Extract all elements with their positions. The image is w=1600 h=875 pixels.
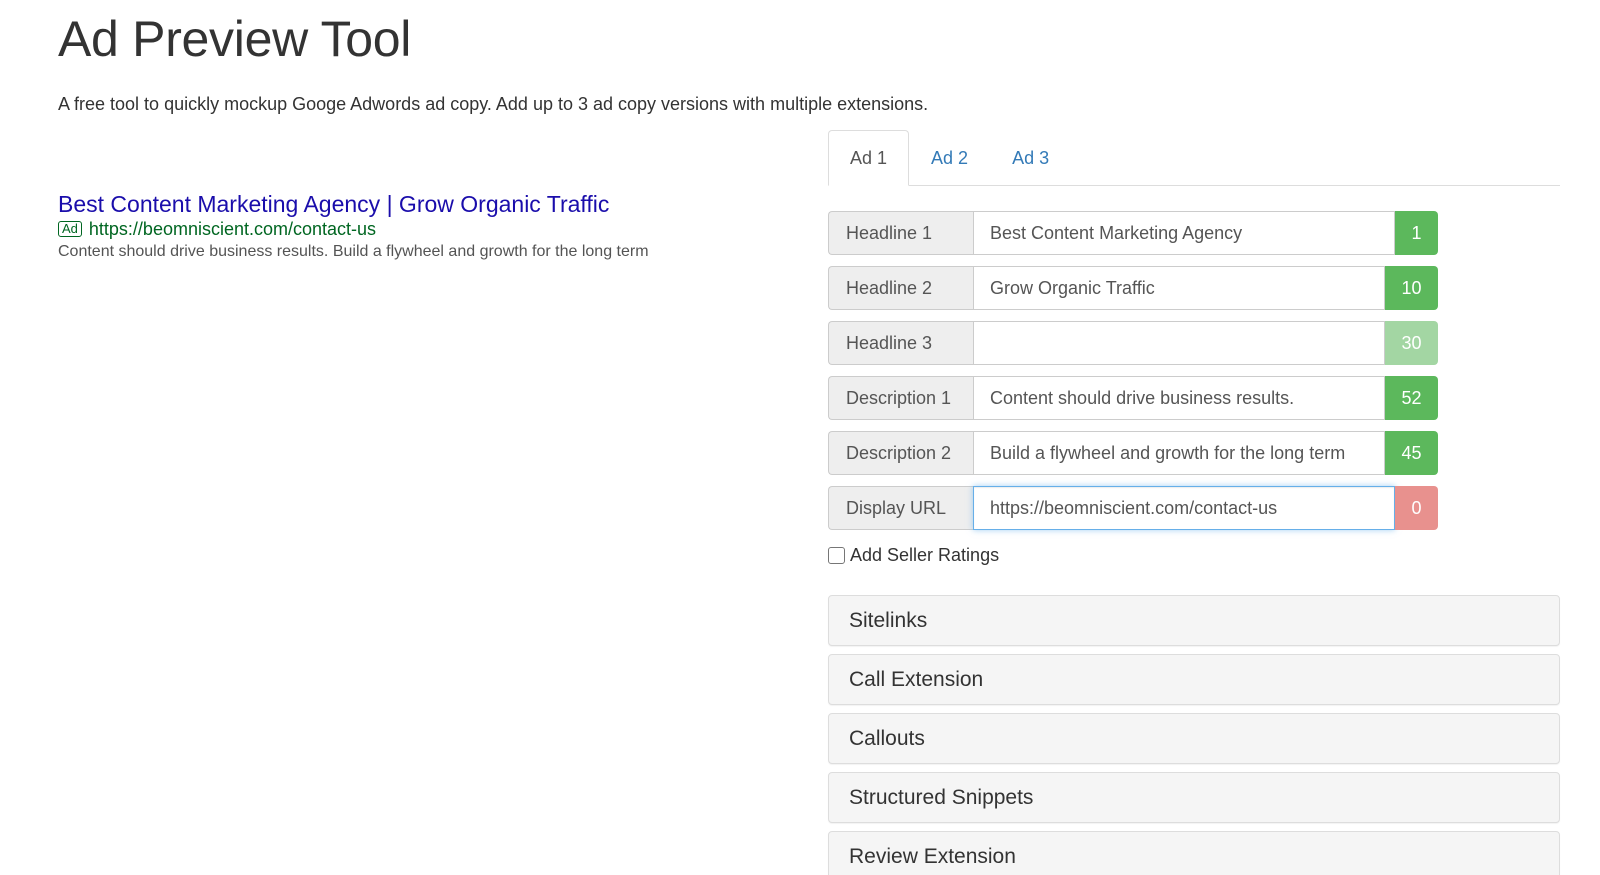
panel-callouts[interactable]: Callouts [828, 713, 1560, 764]
panel-sitelinks[interactable]: Sitelinks [828, 595, 1560, 646]
seller-ratings-option[interactable] [828, 545, 1560, 566]
description-2-input[interactable] [973, 431, 1385, 475]
ad-preview-url: https://beomniscient.com/contact-us [88, 218, 377, 239]
panel-structured-snippets[interactable]: Structured Snippets [828, 772, 1560, 823]
ad-fields [828, 211, 1560, 530]
headline-3-input[interactable] [973, 321, 1385, 365]
headline-2-input[interactable] [973, 266, 1385, 310]
description-2-label: Description 2 [828, 431, 973, 475]
display-url-label: Display URL [828, 486, 973, 530]
description-1-remaining-count: 52 [1385, 376, 1438, 420]
display-url-row [828, 486, 1438, 530]
page-description: A free tool to quickly mockup Googe Adwords ad copy. Add up to 3 ad copy versions with multiple extensions. [58, 94, 929, 114]
ad-badge: Ad [58, 221, 82, 237]
description-2-remaining-count: 45 [1385, 431, 1438, 475]
ad-tabs [828, 130, 1560, 186]
headline-3-label: Headline 3 [828, 321, 973, 365]
tab-ad-2[interactable]: Ad 2 [931, 148, 969, 168]
panel-call-extension[interactable]: Call Extension [828, 654, 1560, 705]
headline-1-input[interactable] [973, 211, 1395, 255]
headline-2-row [828, 266, 1438, 310]
description-1-label: Description 1 [828, 376, 973, 420]
display-url-input[interactable] [973, 486, 1395, 530]
description-1-input[interactable] [973, 376, 1385, 420]
headline-3-row [828, 321, 1438, 365]
seller-ratings-checkbox[interactable] [828, 547, 845, 564]
description-1-row [828, 376, 1438, 420]
tab-ad-3[interactable]: Ad 3 [1012, 148, 1050, 168]
ad-preview [58, 190, 758, 261]
panel-review-extension[interactable]: Review Extension [828, 831, 1560, 875]
headline-1-label: Headline 1 [828, 211, 973, 255]
headline-1-row [828, 211, 1438, 255]
ad-preview-url-line [58, 218, 758, 240]
ad-editor [828, 130, 1560, 875]
headline-1-remaining-count: 1 [1395, 211, 1438, 255]
description-2-row [828, 431, 1438, 475]
headline-2-label: Headline 2 [828, 266, 973, 310]
ad-preview-description: Content should drive business results. Build a flywheel and growth for the long term [58, 243, 649, 260]
tab-ad-1[interactable]: Ad 1 [828, 130, 909, 186]
headline-3-remaining-count: 30 [1385, 321, 1438, 365]
ad-preview-headline[interactable]: Best Content Marketing Agency | Grow Organic Traffic [58, 191, 610, 217]
seller-ratings-label: Add Seller Ratings [850, 545, 1000, 565]
headline-2-remaining-count: 10 [1385, 266, 1438, 310]
extension-panels [828, 595, 1560, 875]
display-url-remaining-count: 0 [1395, 486, 1438, 530]
page-title: Ad Preview Tool [58, 11, 412, 67]
